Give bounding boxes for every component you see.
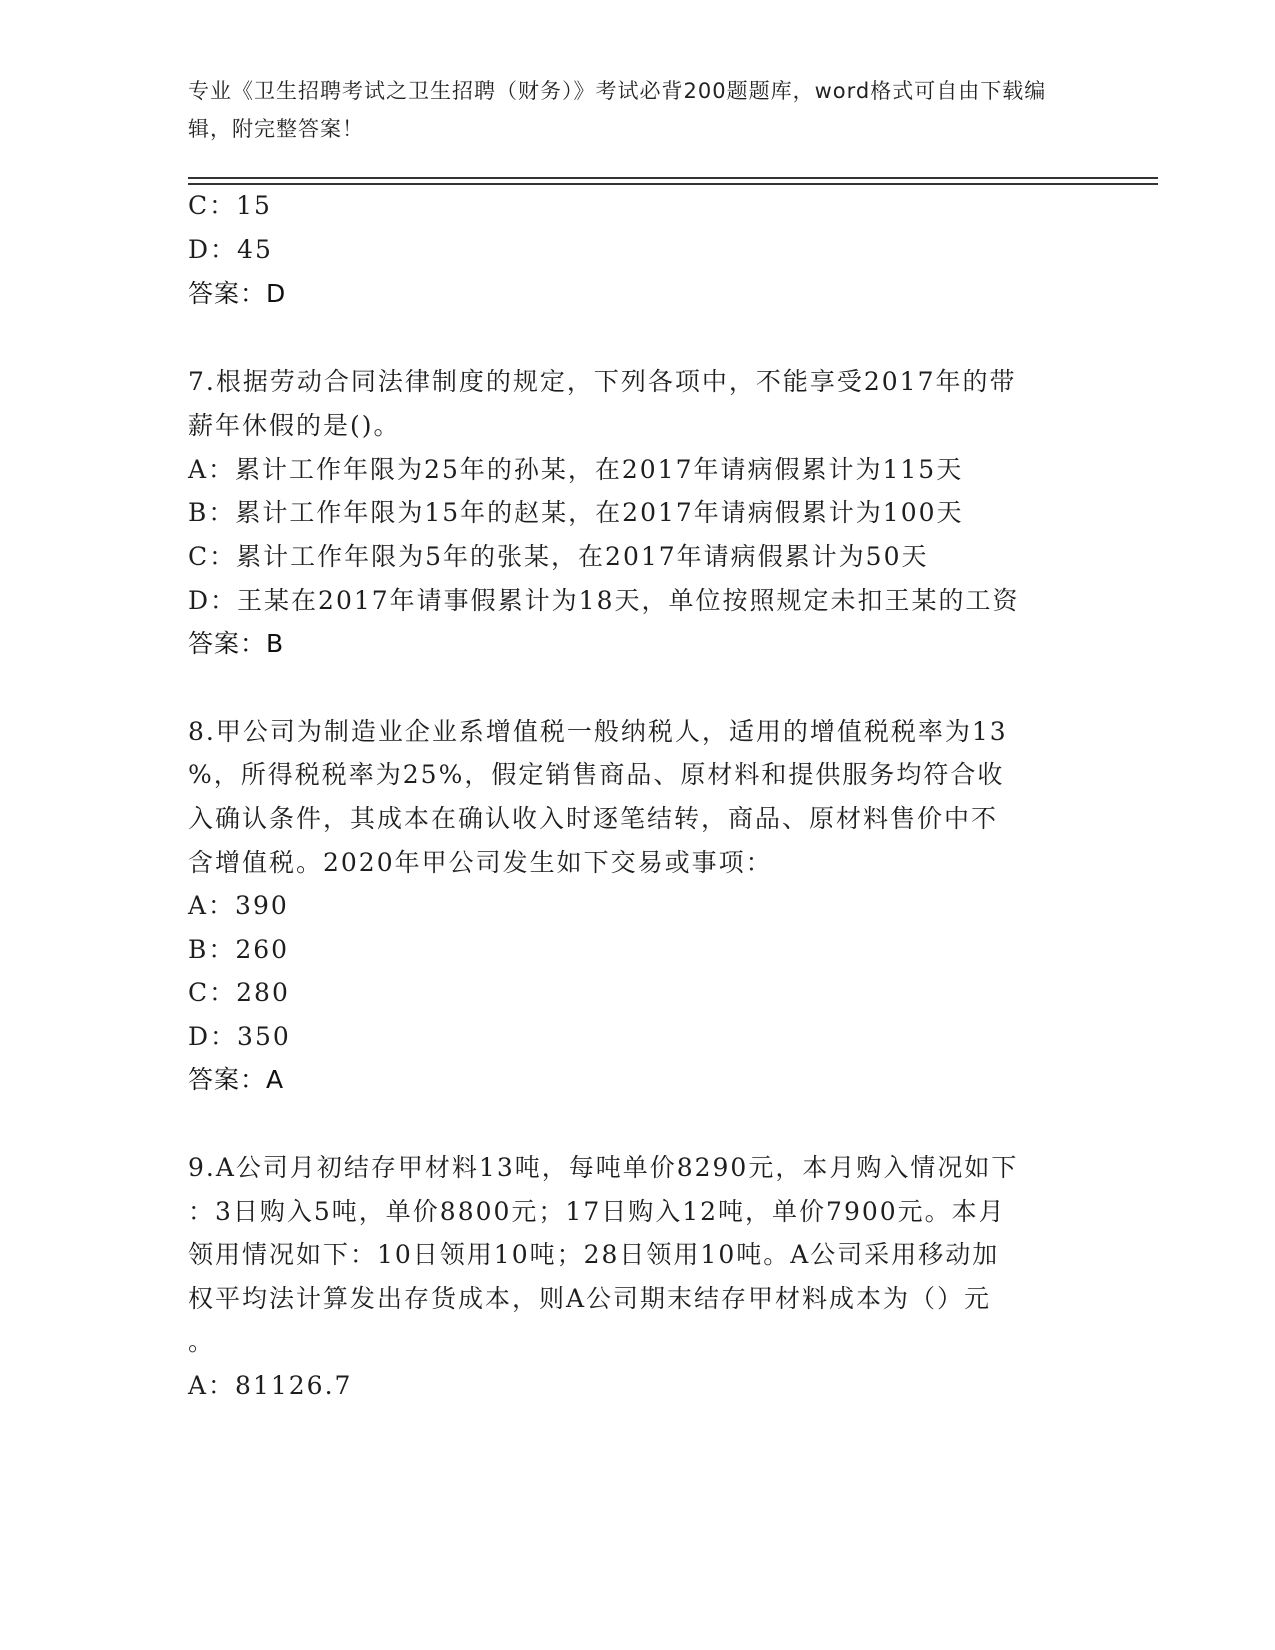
q8-option-a: A：390 <box>188 891 289 920</box>
q8-stem-line-3: 入确认条件，其成本在确认收入时逐笔结转，商品、原材料售价中不 <box>188 804 999 833</box>
q8-stem-line-4: 含增值税。2020年甲公司发生如下交易或事项： <box>188 848 773 877</box>
q9-stem-line-1: 9.A公司月初结存甲材料13吨，每吨单价8290元，本月购入情况如下 <box>188 1153 1019 1182</box>
header-divider-top <box>188 177 1158 179</box>
q8-option-b: B：260 <box>188 935 290 964</box>
q8-option-d: D：350 <box>188 1022 291 1051</box>
q7-option-c: C：累计工作年限为5年的张某，在2017年请病假累计为50天 <box>188 542 929 571</box>
q9-stem-line-2: ：3日购入5吨，单价8800元；17日购入12吨，单价7900元。本月 <box>188 1197 1006 1226</box>
q7-option-d: D：王某在2017年请事假累计为18天，单位按照规定未扣王某的工资 <box>188 586 1020 615</box>
q7-option-a: A：累计工作年限为25年的孙某，在2017年请病假累计为115天 <box>188 455 964 484</box>
q9-stem-line-3: 领用情况如下：10日领用10吨；28日领用10吨。A公司采用移动加 <box>188 1240 1000 1269</box>
q9-option-a: A：81126.7 <box>188 1371 353 1400</box>
q6-answer: 答案：D <box>188 279 287 308</box>
q6-option-d: D：45 <box>188 235 273 264</box>
q8-answer: 答案：A <box>188 1065 285 1094</box>
q7-option-b: B：累计工作年限为15年的赵某，在2017年请病假累计为100天 <box>188 498 964 527</box>
q6-option-c: C：15 <box>188 191 272 220</box>
q8-stem-line-1: 8.甲公司为制造业企业系增值税一般纳税人，适用的增值税税率为13 <box>188 717 1008 746</box>
q7-answer: 答案：B <box>188 629 285 658</box>
q8-option-c: C：280 <box>188 978 290 1007</box>
q9-stem-line-5: 。 <box>188 1327 216 1356</box>
q7-stem-line-2: 薪年休假的是()。 <box>188 411 401 440</box>
q8-stem-line-2: %，所得税税率为25%，假定销售商品、原材料和提供服务均符合收 <box>188 760 1005 789</box>
document-header: 专业《卫生招聘考试之卫生招聘（财务）》考试必背200题题库，word格式可自由下载编辑，附完整答案！ <box>188 79 1047 141</box>
q7-stem-line-1: 7.根据劳动合同法律制度的规定，下列各项中，不能享受2017年的带 <box>188 367 1017 396</box>
q9-stem-line-4: 权平均法计算发出存货成本，则A公司期末结存甲材料成本为（）元 <box>188 1284 992 1313</box>
header-divider-bottom <box>188 183 1158 185</box>
